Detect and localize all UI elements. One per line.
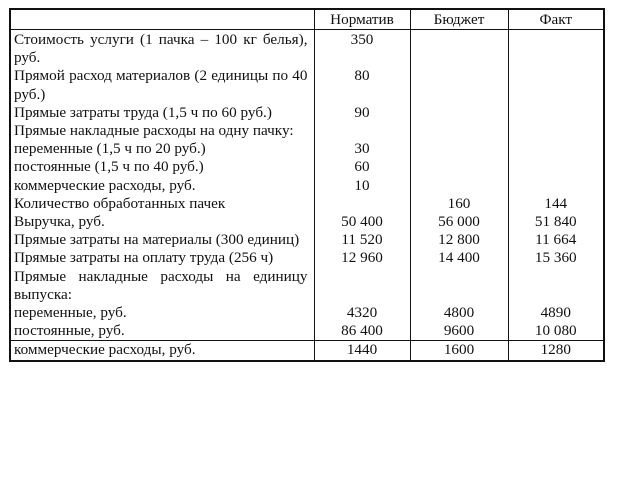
row-norm: 86 400 — [314, 322, 410, 341]
row-norm — [314, 195, 410, 213]
row-label: коммерческие расходы, руб. — [10, 341, 314, 361]
row-label: коммерческие расходы, руб. — [10, 177, 314, 195]
row-budget — [410, 67, 508, 103]
row-fact: 1280 — [508, 341, 604, 361]
table-row — [10, 140, 604, 158]
table-row — [10, 122, 604, 140]
cost-table — [9, 8, 605, 362]
row-label: Прямые накладные расходы на единицу выпуска: — [10, 268, 314, 304]
table-row — [10, 341, 604, 361]
row-label: постоянные (1,5 ч по 40 руб.) — [10, 158, 314, 176]
table-header-row — [10, 9, 604, 30]
header-fact-cell: Факт — [508, 9, 604, 30]
row-norm: 30 — [314, 140, 410, 158]
row-budget: 12 800 — [410, 231, 508, 249]
row-budget — [410, 158, 508, 176]
row-budget: 160 — [410, 195, 508, 213]
row-budget — [410, 177, 508, 195]
row-label: Стоимость услуги (1 пачка – 100 кг белья), руб. — [10, 30, 314, 68]
row-fact: 51 840 — [508, 213, 604, 231]
row-label: переменные (1,5 ч по 20 руб.) — [10, 140, 314, 158]
table-row — [10, 104, 604, 122]
table-row — [10, 195, 604, 213]
table-row — [10, 177, 604, 195]
row-fact — [508, 67, 604, 103]
row-norm: 4320 — [314, 304, 410, 322]
row-fact — [508, 177, 604, 195]
row-budget — [410, 268, 508, 304]
header-label-cell — [10, 9, 314, 30]
row-fact — [508, 104, 604, 122]
row-norm: 60 — [314, 158, 410, 176]
row-label: Прямые затраты труда (1,5 ч по 60 руб.) — [10, 104, 314, 122]
row-norm: 10 — [314, 177, 410, 195]
row-label: Выручка, руб. — [10, 213, 314, 231]
table-row — [10, 322, 604, 341]
row-fact: 144 — [508, 195, 604, 213]
row-label: Количество обработанных пачек — [10, 195, 314, 213]
row-label: Прямые затраты на материалы (300 единиц) — [10, 231, 314, 249]
row-budget: 1600 — [410, 341, 508, 361]
table-row — [10, 67, 604, 103]
row-fact: 11 664 — [508, 231, 604, 249]
table-row — [10, 249, 604, 267]
table-row — [10, 158, 604, 176]
row-norm: 90 — [314, 104, 410, 122]
row-norm: 11 520 — [314, 231, 410, 249]
row-fact — [508, 158, 604, 176]
document-page — [9, 8, 603, 362]
row-norm: 50 400 — [314, 213, 410, 231]
row-budget: 4800 — [410, 304, 508, 322]
row-budget — [410, 122, 508, 140]
table-row — [10, 268, 604, 304]
table-row — [10, 231, 604, 249]
row-fact — [508, 268, 604, 304]
row-budget: 14 400 — [410, 249, 508, 267]
table-row — [10, 30, 604, 68]
table-row — [10, 304, 604, 322]
row-norm: 1440 — [314, 341, 410, 361]
row-budget — [410, 104, 508, 122]
row-budget — [410, 140, 508, 158]
row-budget: 9600 — [410, 322, 508, 341]
header-budget-cell: Бюджет — [410, 9, 508, 30]
row-fact — [508, 122, 604, 140]
row-fact: 4890 — [508, 304, 604, 322]
row-budget: 56 000 — [410, 213, 508, 231]
row-fact — [508, 140, 604, 158]
row-budget — [410, 30, 508, 68]
row-norm: 350 — [314, 30, 410, 68]
row-label: постоянные, руб. — [10, 322, 314, 341]
row-norm — [314, 268, 410, 304]
row-fact: 15 360 — [508, 249, 604, 267]
row-fact — [508, 30, 604, 68]
row-label: Прямые затраты на оплату труда (256 ч) — [10, 249, 314, 267]
header-norm-cell: Норматив — [314, 9, 410, 30]
row-label: Прямой расход материалов (2 единицы по 40 руб.) — [10, 67, 314, 103]
row-label: Прямые накладные расходы на одну пачку: — [10, 122, 314, 140]
row-norm: 12 960 — [314, 249, 410, 267]
row-norm — [314, 122, 410, 140]
row-norm: 80 — [314, 67, 410, 103]
row-fact: 10 080 — [508, 322, 604, 341]
row-label: переменные, руб. — [10, 304, 314, 322]
table-row — [10, 213, 604, 231]
